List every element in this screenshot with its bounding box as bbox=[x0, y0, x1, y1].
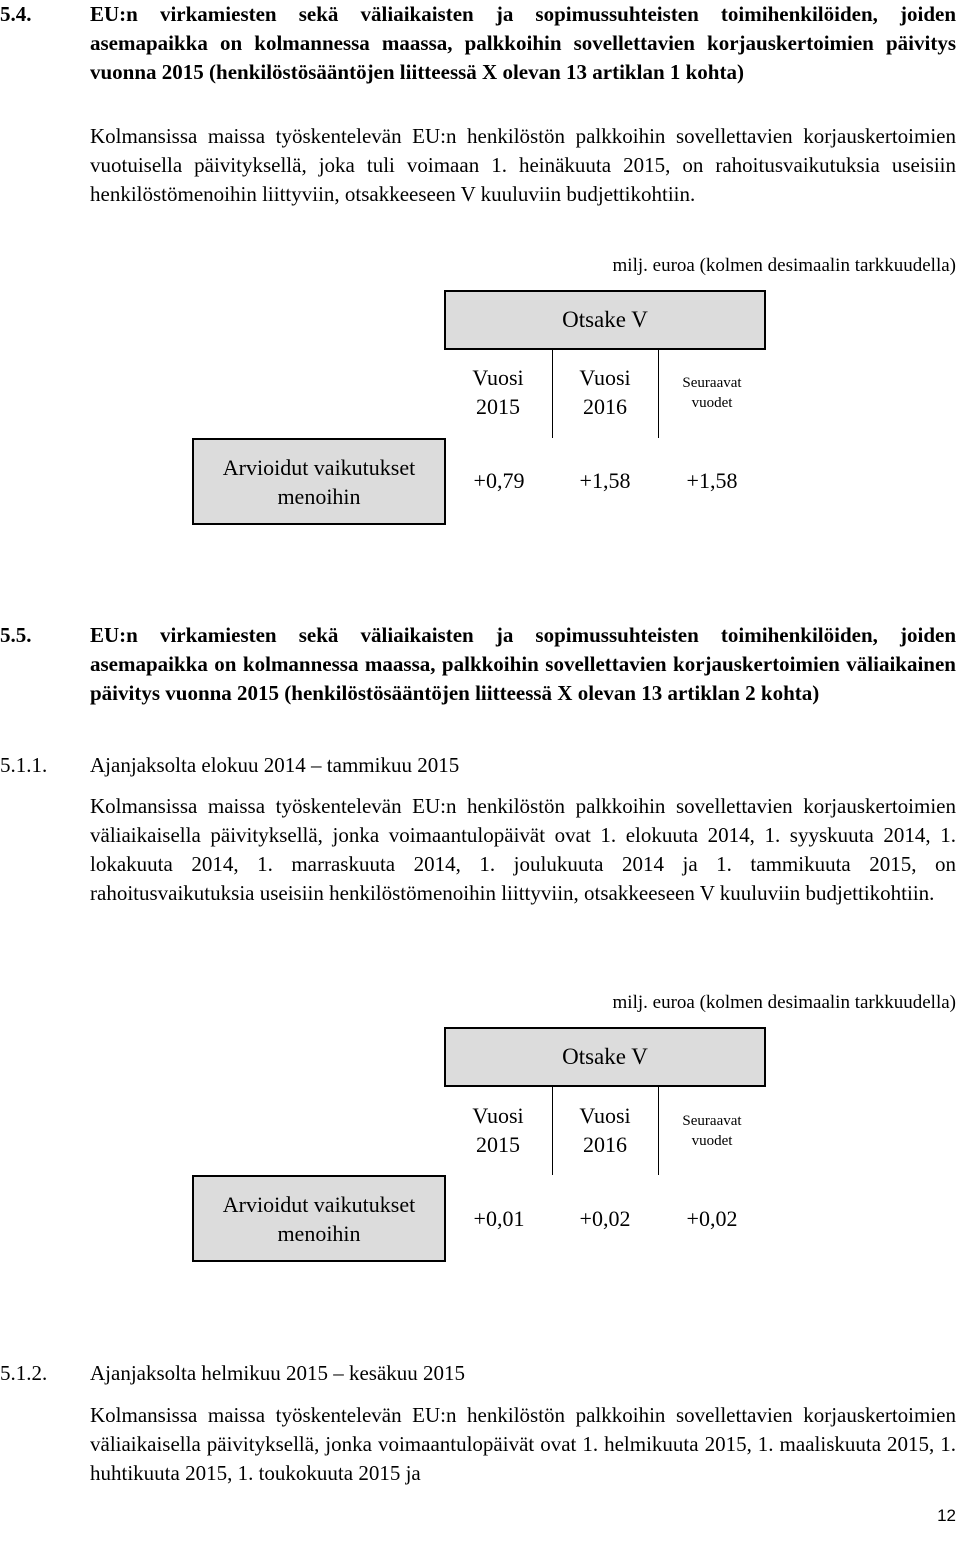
column-header-year: 2015 bbox=[476, 394, 520, 419]
column-header-word: vuodet bbox=[691, 395, 733, 411]
section-title: EU:n virkamiesten sekä väliaikaisten ja sopimussuhteisten toimihenkilöiden, joiden asemapaikka on kolmannessa maassa, palkkoihin sovellettavien korjauskertoimien väliaikainen päivitys vuonna 2015 (henkilöstösääntöjen liitteessä X olevan 13 artiklan 2 kohta) bbox=[90, 623, 956, 705]
subsection-title: Ajanjaksolta elokuu 2014 – tammikuu 2015 bbox=[90, 753, 460, 777]
row-label-line: menoihin bbox=[277, 1220, 361, 1246]
subsection-body: Kolmansissa maissa työskentelevän EU:n henkilöstön palkkoihin sovellettavien korjauskertoimien väliaikaisella päivityksellä, jonka voimaantulopäivät ovat 1. helmikuuta 2015, 1. maaliskuuta 2015, 1. huhtikuuta 2015, 1. toukokuuta 2015 ja bbox=[90, 1403, 956, 1485]
table-heading bbox=[444, 290, 766, 350]
row-label-line: Arvioidut vaikutukset bbox=[222, 1191, 416, 1217]
section-heading-5-5 bbox=[0, 621, 956, 708]
column-header-following-years bbox=[658, 373, 766, 413]
column-header-year: 2016 bbox=[583, 1132, 627, 1157]
column-header-year-1 bbox=[444, 1101, 552, 1159]
column-header-year: 2015 bbox=[476, 1132, 520, 1157]
section-heading-5-4 bbox=[0, 0, 956, 87]
subsection-body: Kolmansissa maissa työskentelevän EU:n henkilöstön palkkoihin sovellettavien korjauskertoimien väliaikaisella päivityksellä, jonka voimaantulopäivät ovat 1. elokuuta 2014, 1. syyskuuta 2014, 1. lokakuuta 2014, 1. marraskuuta 2014, 1. joulukuuta 2014 ja 1. tammikuuta 2015, on rahoitusvaikutuksia useisiin henkilöstömenoihin liittyviin, otsakkeeseen V kuuluviin budjettikohtiin. bbox=[90, 794, 956, 905]
section-title: EU:n virkamiesten sekä väliaikaisten ja sopimussuhteisten toimihenkilöiden, joiden asemapaikka on kolmannessa maassa, palkkoihin sovellettavien korjauskertoimien päivitys vuonna 2015 (henkilöstösääntöjen liitteessä X olevan 13 artiklan 1 kohta) bbox=[90, 2, 956, 84]
row-label-box bbox=[192, 438, 446, 525]
column-header-word: vuodet bbox=[691, 1133, 733, 1149]
table-heading bbox=[444, 1027, 766, 1087]
column-header-year-2 bbox=[552, 363, 658, 421]
column-header-year-2 bbox=[552, 1101, 658, 1159]
section-number: 5.4. bbox=[0, 2, 32, 26]
column-header-following-years bbox=[658, 1111, 766, 1151]
value-cell: +0,02 bbox=[579, 1206, 631, 1231]
column-header-word: Vuosi bbox=[472, 365, 524, 390]
table-heading-text: Otsake V bbox=[562, 1044, 648, 1069]
section-number: 5.5. bbox=[0, 623, 32, 647]
row-label-box bbox=[192, 1175, 446, 1262]
table-heading-text: Otsake V bbox=[562, 307, 648, 332]
column-header-word: Seuraavat bbox=[682, 375, 742, 391]
value-cell: +0,02 bbox=[686, 1206, 738, 1231]
value-cell: +1,58 bbox=[686, 468, 738, 493]
column-header-word: Seuraavat bbox=[682, 1113, 742, 1129]
table-unit-label: milj. euroa (kolmen desimaalin tarkkuudella) bbox=[612, 992, 956, 1013]
row-label-line: menoihin bbox=[277, 483, 361, 509]
row-label-line: Arvioidut vaikutukset bbox=[222, 454, 416, 480]
page-number: 12 bbox=[937, 1506, 956, 1525]
column-header-word: Vuosi bbox=[472, 1103, 524, 1128]
column-header-word: Vuosi bbox=[579, 365, 631, 390]
subsection-number: 5.1.2. bbox=[0, 1361, 48, 1385]
subsection-heading-5-1-2 bbox=[0, 1359, 956, 1388]
value-cell: +0,79 bbox=[473, 468, 525, 493]
subsection-heading-5-1-1 bbox=[0, 751, 956, 780]
subsection-title: Ajanjaksolta helmikuu 2015 – kesäkuu 2015 bbox=[90, 1361, 466, 1385]
column-header-year-1 bbox=[444, 363, 552, 421]
value-cell: +1,58 bbox=[579, 468, 631, 493]
table-unit-label: milj. euroa (kolmen desimaalin tarkkuudella) bbox=[612, 255, 956, 276]
column-header-word: Vuosi bbox=[579, 1103, 631, 1128]
column-header-year: 2016 bbox=[583, 394, 627, 419]
section-body: Kolmansissa maissa työskentelevän EU:n henkilöstön palkkoihin sovellettavien korjauskertoimien vuotuisella päivityksellä, joka tuli voimaan 1. heinäkuuta 2015, on rahoitusvaikutuksia useisiin henkilöstömenoihin liittyviin, otsakkeeseen V kuuluviin budjettikohtiin. bbox=[90, 124, 956, 206]
value-cell: +0,01 bbox=[473, 1206, 525, 1231]
subsection-number: 5.1.1. bbox=[0, 753, 48, 777]
